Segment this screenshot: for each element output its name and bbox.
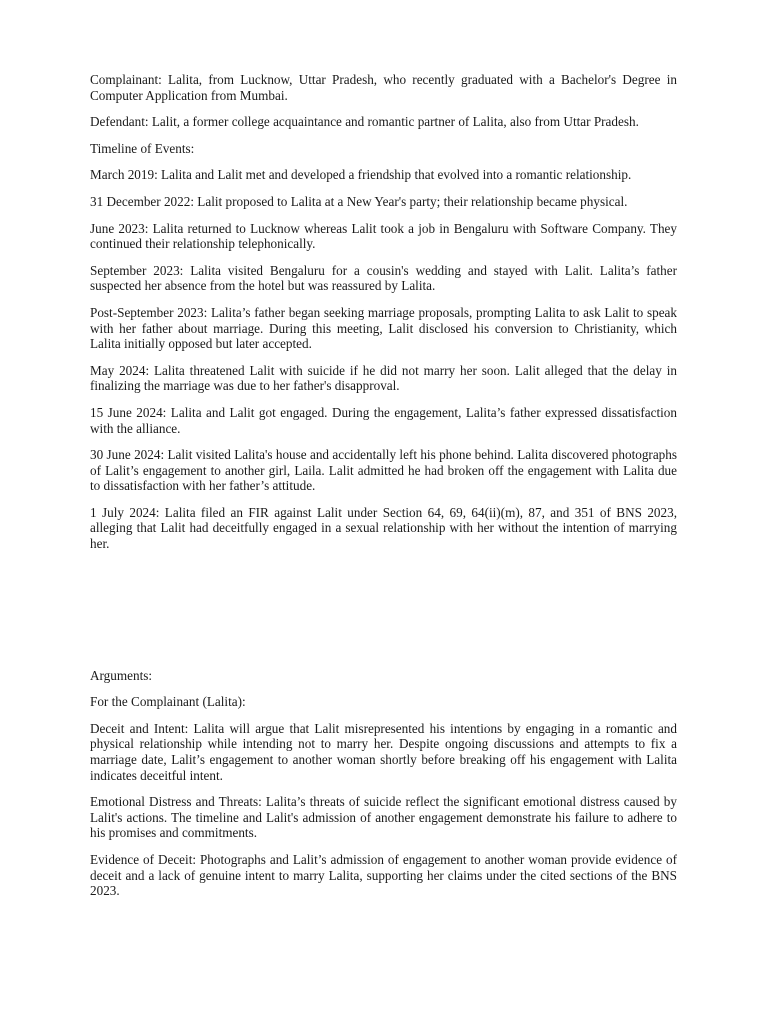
defendant-paragraph: Defendant: Lalit, a former college acquaintance and romantic partner of Lalita, also from Uttar Pradesh.	[90, 114, 639, 130]
timeline-item: September 2023: Lalita visited Bengaluru for a cousin's wedding and stayed with Lalit. Lalita’s father suspected her absence from the hotel but was reassured by Lalita.	[90, 262, 677, 294]
arguments-heading: Arguments:	[90, 667, 153, 683]
timeline-item: 30 June 2024: Lalit visited Lalita's house and accidentally left his phone behind. Lalita discovered photographs of Lalit’s engagement to another girl, Laila. Lalit admitted he had broken off the engagement with Lalita due to dissatisfaction with her father’s attitude.	[90, 447, 677, 494]
argument-point: Evidence of Deceit: Photographs and Lalit’s admission of engagement to another woman provide evidence of deceit and a lack of genuine intent to marry Lalita, supporting her claims under the cited sections of the BNS 2023.	[90, 852, 677, 899]
timeline-item: 31 December 2022: Lalit proposed to Lalita at a New Year's party; their relationship became physical.	[90, 193, 628, 209]
timeline-heading: Timeline of Events:	[90, 140, 195, 156]
timeline-item: 1 July 2024: Lalita filed an FIR against Lalit under Section 64, 69, 64(ii)(m), 87, and 351 of BNS 2023, alleging that Lalit had deceitfully engaged in a sexual relationship with her without the intention of marrying her.	[90, 504, 677, 552]
argument-point: Emotional Distress and Threats: Lalita’s threats of suicide reflect the significant emotional distress caused by Lalit's actions. The timeline and Lalit's admission of another engagement demonstrate his failure to adhere to his promises and commitments.	[90, 794, 677, 841]
timeline-item: June 2023: Lalita returned to Lucknow whereas Lalit took a job in Bengaluru with Software Company. They continued their relationship telephonically.	[90, 220, 677, 252]
timeline-item: 15 June 2024: Lalita and Lalit got engaged. During the engagement, Lalita’s father expressed dissatisfaction with the alliance.	[90, 404, 677, 436]
timeline-item: May 2024: Lalita threatened Lalit with suicide if he did not marry her soon. Lalit alleged that the delay in finalizing the marriage was due to her father's disapproval.	[90, 362, 677, 394]
complainant-arguments-heading: For the Complainant (Lalita):	[90, 694, 246, 710]
timeline-item: Post-September 2023: Lalita’s father began seeking marriage proposals, prompting Lalita to ask Lalit to speak with her father about marriage. During this meeting, Lalit disclosed his conversion to Christianity, which Lalita initially opposed but later accepted.	[90, 304, 677, 352]
argument-point: Deceit and Intent: Lalita will argue that Lalit misrepresented his intentions by engaging in a romantic and physical relationship while intending not to marry her. Despite ongoing discussions and attempts to fix a marriage date, Lalit’s engagement to another woman shortly before breaking off his engagement with Lalita indicates deceitful intent.	[90, 720, 677, 783]
section-gap	[90, 563, 677, 668]
complainant-paragraph: Complainant: Lalita, from Lucknow, Uttar Pradesh, who recently graduated with a Bachelor's Degree in Computer Application from Mumbai.	[90, 72, 677, 103]
timeline-item: March 2019: Lalita and Lalit met and developed a friendship that evolved into a romantic relationship.	[90, 167, 632, 183]
document-page	[90, 72, 677, 910]
